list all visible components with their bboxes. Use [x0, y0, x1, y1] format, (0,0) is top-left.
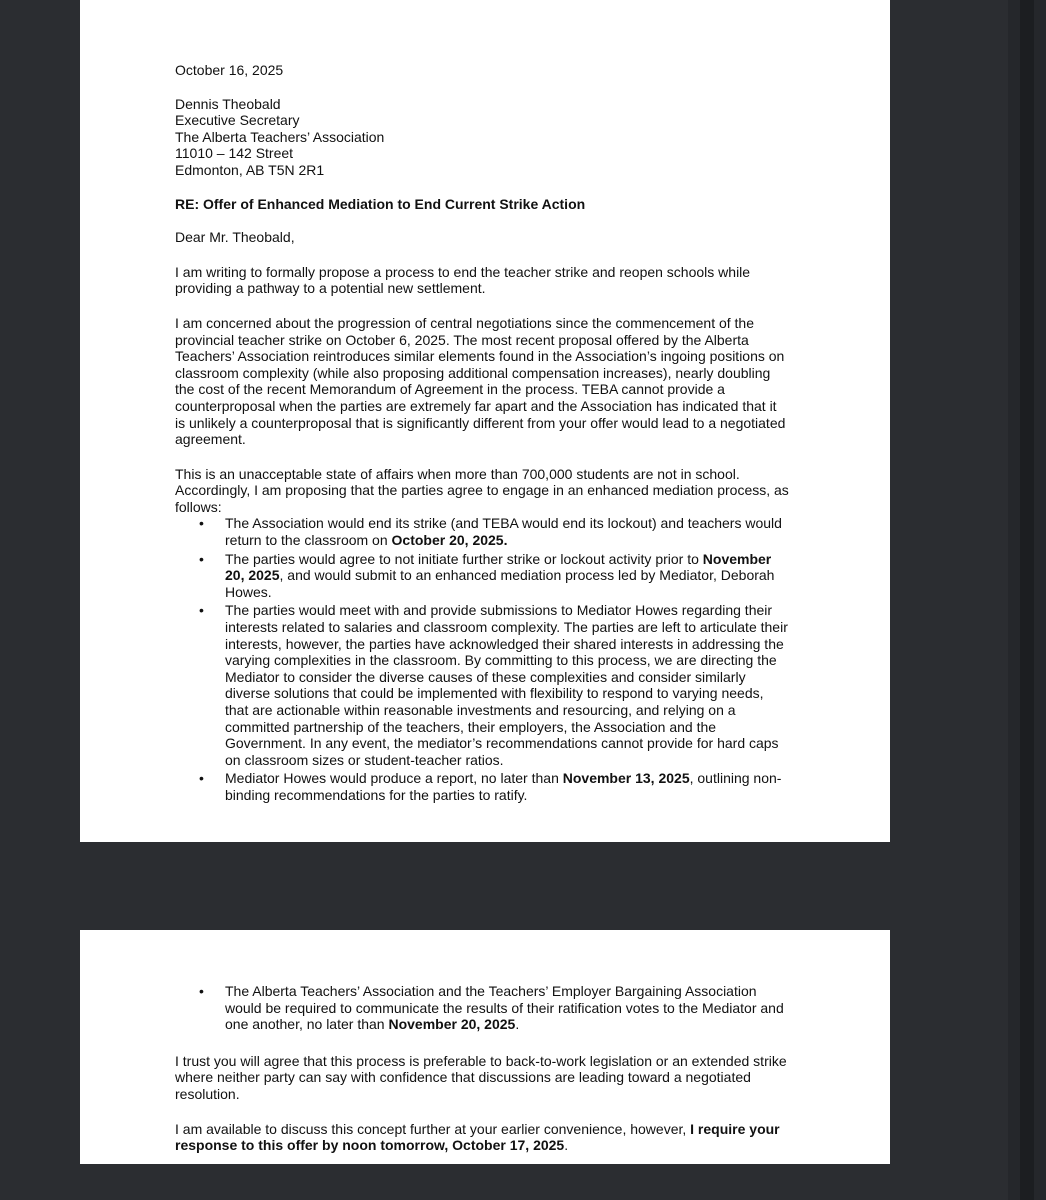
paragraph-proposal: This is an unacceptable state of affairs when more than 700,000 students are not in school. Accordingly, I am proposing that the parties agree to engage in an enhanced mediation process, as follows:: [175, 465, 789, 515]
bullet-icon: •: [199, 515, 204, 532]
subject-line: RE: Offer of Enhanced Mediation to End Current Strike Action: [175, 195, 586, 212]
scrollbar[interactable]: [1008, 0, 1046, 1200]
document-page-2: [80, 930, 890, 1164]
recipient-address: [175, 96, 790, 179]
list-item: • The Alberta Teachers’ Association and the Teachers’ Employer Bargaining Association would be required to communicate the results of their ratification votes to the Mediator and one another, no later than November 20, 2025.: [199, 983, 784, 1033]
bullet-icon: •: [199, 550, 204, 567]
document-page-1: [80, 0, 890, 842]
letter-body-page-1: [175, 62, 790, 806]
list-item: • The Association would end its strike (and TEBA would end its lockout) and teachers would return to the classroom on October 20, 2025.: [199, 515, 782, 549]
recipient-title: Executive Secretary: [175, 112, 300, 129]
recipient-city: Edmonton, AB T5N 2R1: [175, 161, 325, 178]
bullet-icon: •: [199, 983, 204, 999]
recipient-organization: The Alberta Teachers’ Association: [175, 128, 385, 145]
salutation: Dear Mr. Theobald,: [175, 229, 295, 246]
bullet-icon: •: [199, 602, 204, 619]
recipient-name: Dennis Theobald: [175, 95, 281, 112]
letter-body-page-2: [175, 983, 790, 1154]
paragraph-deadline: I am available to discuss this concept further at your earlier convenience, however, I require your response to this offer by noon tomorrow, October 17, 2025.: [175, 1120, 780, 1154]
paragraph-concern: I am concerned about the progression of central negotiations since the commencement of the provincial teacher strike on October 6, 2025. The most recent proposal offered by the Alberta Teachers’ Association reintroduces similar elements found in the Association’s ingoing positions on classroom complexity (while also proposing additional compensation increases), nearly doubling the cost of the recent Memorandum of Agreement in the process. TEBA cannot provide a counterproposal when the parties are extremely far apart and the Association has indicated that it is unlikely a counterproposal that is significantly different from your offer would lead to a negotiated agreement.: [175, 314, 786, 448]
list-item: • Mediator Howes would produce a report, no later than November 13, 2025, outlining non-binding recommendations for the parties to ratify.: [199, 770, 782, 803]
letter-date: October 16, 2025: [175, 62, 284, 78]
proposal-list: [175, 515, 790, 803]
recipient-street: 11010 – 142 Street: [175, 145, 294, 162]
bullet-icon: •: [199, 770, 204, 787]
list-item: • The parties would meet with and provide submissions to Mediator Howes regarding their interests related to salaries and classroom complexity. The parties are left to articulate their interests, however, the parties have acknowledged their shared interests in addressing the varying complexities in the classroom. By committing to this process, we are directing the Mediator to consider the diverse causes of these complexities and consider similarly diverse solutions that could be implemented with flexibility to respond to varying needs, that are actionable within reasonable investments and resourcing, and relying on a committed partnership of the teachers, their employers, the Association and the Government. In any event, the mediator’s recommendations cannot provide for hard caps on classroom sizes or student-teacher ratios.: [199, 602, 788, 768]
paragraph-trust: I trust you will agree that this process is preferable to back-to-work legislation or an extended strike where neither party can say with confidence that discussions are leading toward a negotiated resolution.: [175, 1052, 787, 1102]
list-item: • The parties would agree to not initiate further strike or lockout activity prior to November 20, 2025, and would submit to an enhanced mediation process led by Mediator, Deborah Howes.: [199, 550, 775, 600]
paragraph-intro: I am writing to formally propose a process to end the teacher strike and reopen schools while providing a pathway to a potential new settlement.: [175, 263, 751, 297]
ratification-list: [175, 983, 790, 1033]
scrollbar-thumb[interactable]: [1020, 0, 1034, 1200]
